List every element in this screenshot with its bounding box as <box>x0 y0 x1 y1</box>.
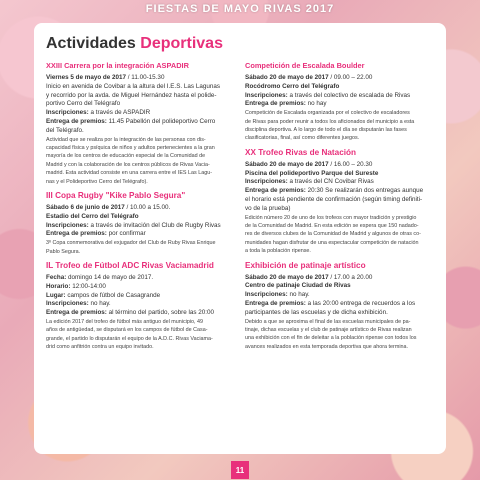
event-inscripciones: Inscripciones: a través de ASPADIR <box>46 109 151 117</box>
description-line: clasificatorias, final, así como diferentes juegos. <box>245 135 360 142</box>
section-heading: III Copa Rugby "Kike Pablo Segura" <box>46 190 186 200</box>
section-heading: XX Trofeo Rivas de Natación <box>245 147 357 157</box>
page-title <box>46 35 434 53</box>
description-line: Debido a que se aproxima el final de las escuelas municipales de pa- <box>245 318 411 325</box>
columns <box>46 59 434 357</box>
page-number: 11 <box>231 461 249 479</box>
description-line: drid como anfitrión contra un equipo invitado. <box>46 344 154 351</box>
description-line: munidades hagan disfrutar de una espectacular competición de natación <box>245 239 419 246</box>
event-line: Centro de patinaje Ciudad de Rivas <box>245 282 351 290</box>
event-line: vo de la prueba) <box>245 204 291 212</box>
event-inscripciones: Inscripciones: a través de invitación del Club de Rugby Rivas <box>46 221 221 229</box>
description-line: madrid. Esta actividad consiste en una carrera entre el IES Las Lagu- <box>46 170 213 177</box>
description-line: a toda la población ripense. <box>245 248 311 255</box>
event-line: portivo Cerro del Telégrafo <box>46 100 121 108</box>
description-line: de la Comunidad de Madrid. En esta edición se espera que 150 nadado- <box>245 223 419 229</box>
section-patinaje <box>245 261 434 352</box>
section-carrera-aspadir <box>46 61 235 186</box>
description-line: Competición de Escalada organizada por el colectivo de escaladores <box>245 110 410 117</box>
description-line: nas y el Polideportivo Cerro del Telégrafo). <box>46 178 148 185</box>
right-column <box>245 59 434 357</box>
event-horario: Horario: 12:00-14:00 <box>46 282 106 290</box>
section-trofeo-futbol <box>46 261 235 352</box>
event-date: Sábado 20 de mayo de 2017 / 09.00 – 22.00 <box>245 74 373 81</box>
page-header: FIESTAS DE MAYO RIVAS 2017 <box>145 3 335 15</box>
event-date: Sábado 20 de mayo de 2017 / 17.00 a 20.00 <box>245 273 373 281</box>
event-date: Viernes 5 de mayo de 2017 / 11.00-15.30 <box>46 74 165 81</box>
event-line: del Telégrafo. <box>46 126 84 134</box>
event-inscripciones: Inscripciones: no hay. <box>46 300 111 308</box>
event-line: participantes de las escuelas y de dicha exhibición. <box>245 308 388 316</box>
content-card <box>34 23 446 454</box>
event-inscripciones: Inscripciones: no hay. <box>245 291 310 299</box>
description-line: disciplina deportiva. A lo largo de todo el día se disputarán las fases <box>245 127 407 133</box>
description-line: res de diversos clubes de la Comunidad de Madrid y algunos de otras co- <box>245 231 421 238</box>
event-date: Sábado 20 de mayo de 2017 / 16.00 – 20.30 <box>245 160 373 168</box>
section-trofeo-natacion <box>245 148 434 256</box>
event-premios: Entrega de premios: no hay <box>245 100 327 108</box>
event-line: el horario está pendiente de confirmación (según timing definiti- <box>245 196 423 203</box>
section-heading: IL Trofeo de Fútbol ADC Rivas Vaciamadrid <box>46 260 214 270</box>
section-heading: XXIII Carrera por la integración ASPADIR <box>46 61 189 70</box>
event-line: Rocódromo Cerro del Telégrafo <box>245 82 340 90</box>
section-escalada-boulder <box>245 61 434 143</box>
section-copa-rugby <box>46 191 235 256</box>
event-line: Inicio en avenida de Covibar a la altura del I.E.S. Las Lagunas <box>46 82 220 90</box>
description-line: Pablo Segura. <box>46 248 81 255</box>
description-line: grande, el partido lo disputarán el equipo de la A.D.C. Rivas Vaciama- <box>46 335 213 342</box>
event-line: Piscina del polideportivo Parque del Sureste <box>245 169 379 177</box>
event-line: y recorrido por la avda. de Miguel Hernández hasta el polide- <box>46 91 217 99</box>
event-lugar: Lugar: campos de fútbol de Casagrande <box>46 291 161 299</box>
description-line: capacidad física y psíquica de niños y adultos pertenecientes a la gran <box>46 145 215 152</box>
event-line: Estadio del Cerro del Telégrafo <box>46 212 139 220</box>
event-premios: Entrega de premios: 11.45 Pabellón del polideportivo Cerro <box>46 118 216 126</box>
description-line: de Rivas para poder reunir a todos los aficionados del municipio a esta <box>245 118 415 125</box>
description-line: Actividad que se realiza por la integración de las personas con dis- <box>46 136 206 143</box>
event-premios: Entrega de premios: a las 20:00 entrega de recuerdos a los <box>245 299 416 307</box>
title-plain: Actividades <box>46 35 141 52</box>
event-inscripciones: Inscripciones: a través del colectivo de escalada de Rivas <box>245 91 411 99</box>
event-inscripciones: Inscripciones: a través del CN Covibar Rivas <box>245 178 374 186</box>
description-line: Edición número 20 de uno de los trofeos con mayor tradición y prestigio <box>245 214 417 221</box>
description-line: años de antigüedad, se disputará en los campos de fútbol de Casa- <box>46 327 208 334</box>
title-accent: Deportivas <box>140 35 223 52</box>
description-line: La edición 2017 del trofeo de fútbol más antiguo del municipio, 49 <box>46 319 204 325</box>
description-line: mayoría de los centros de educación especial de la Comunidad de <box>46 153 206 160</box>
event-premios: Entrega de premios: al término del partido, sobre las 20:00 <box>46 309 214 317</box>
section-heading: Competición de Escalada Boulder <box>245 61 365 70</box>
event-fecha: Fecha: domingo 14 de mayo de 2017. <box>46 273 154 281</box>
description-line: 3º Copa conmemorativa del exjugador del Club de Ruby Rivas Enrique <box>46 240 216 247</box>
event-date: Sábado 6 de junio de 2017 / 10.00 a 15.00. <box>46 203 171 211</box>
description-line: Madrid y con la colaboración de los centros públicos de Rivas Vacia- <box>46 161 210 168</box>
left-column <box>46 59 235 357</box>
section-heading: Exhibición de patinaje artístico <box>245 260 366 270</box>
event-premios: Entrega de premios: por confirmar <box>46 230 146 238</box>
description-line: una exhibición con el fin de deleitar a la población ripense con todos los <box>245 335 417 342</box>
description-line: tinaje, dichas escuelas y el club de patinaje artístico de Rivas realizan <box>245 326 412 333</box>
event-premios: Entrega de premios: 20:30 Se realizarán dos entregas aunque <box>245 187 424 195</box>
description-line: avances realizados en esta temporada deportiva que ahora termina. <box>245 343 409 350</box>
